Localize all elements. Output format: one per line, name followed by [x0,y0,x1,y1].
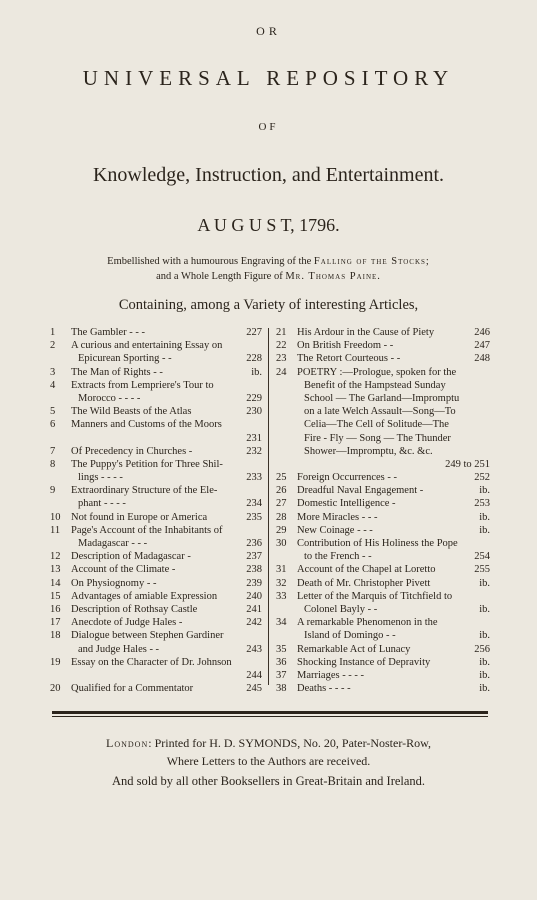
entry-page: 246 [474,327,490,338]
contents-entry [276,682,490,695]
contents-entry [276,326,490,339]
entry-page: 228 [246,353,262,365]
letters-line: Where Letters to the Authors are received. [166,754,371,768]
contents-entry [276,524,490,537]
contents-entry [50,339,262,352]
entry-title: Page's Account of the Inhabitants of [71,524,223,536]
entry-title: Celia—The Cell of Solitude—The [304,419,449,431]
entry-number: 28 [276,511,287,523]
entry-page: ib. [251,366,262,378]
entry-page: 234 [246,498,262,510]
entry-number: 35 [276,643,287,655]
entry-title: Morocco - - - - [78,392,141,404]
entry-title: Shocking Instance of Depravity [297,656,431,668]
entry-number: 16 [50,603,61,615]
embellish-line2-text: and a Whole Length Figure of [156,271,286,282]
contents-entry [276,405,490,418]
entry-page: 255 [474,564,490,576]
entry-number: 25 [276,472,287,484]
entry-title: Colonel Bayly - - [304,603,378,615]
entry-number: 19 [50,656,61,668]
entry-title: Domestic Intelligence - [297,498,396,510]
entry-number: 27 [276,498,287,510]
entry-page: 256 [474,643,490,655]
entry-page: 237 [246,551,262,563]
entry-title: More Miracles - - - [297,511,378,523]
sellers-line: And sold by all other Booksellers in Great-Britain and Ireland. [111,774,426,788]
contents-entry [276,497,490,510]
contents-entry [50,537,262,550]
entry-page: 235 [246,511,262,523]
embellish-line2-caps: Mr. Thomas Paine. [285,271,381,282]
contents-entry [276,550,490,563]
entry-number: 2 [50,340,56,352]
entry-page: ib. [479,485,490,497]
entry-title: Foreign Occurrences - - [297,472,397,484]
contents-entry [50,326,262,339]
entry-page: ib. [479,656,490,668]
contents-entry [276,563,490,576]
entry-number: 12 [50,551,61,563]
contents-entry [276,603,490,616]
entry-number: 34 [276,617,287,629]
entry-page: 229 [246,392,262,404]
entry-title: Island of Domingo - - [304,630,396,642]
entry-number: 20 [50,683,61,695]
embellish-line1-caps: Falling of the Stocks; [313,256,430,267]
entry-number: 30 [276,538,287,549]
entry-page: ib. [479,577,490,589]
contents-entry [276,577,490,590]
contents-entry [276,471,490,484]
entry-page: ib. [479,669,490,681]
contents-entry [276,392,490,405]
entry-title: On British Freedom - - [297,340,394,352]
entry-page: 238 [246,564,262,576]
entry-title: Madagascar - - - [78,538,148,549]
entry-title: The Man of Rights - - [71,366,163,378]
entry-number: 36 [276,656,287,668]
entry-number: 13 [50,564,61,576]
entry-title: The Puppy's Petition for Three Shil- [71,458,223,470]
entry-number: 33 [276,590,287,602]
entry-number: 32 [276,577,287,589]
imprint-city: London [106,736,149,750]
entry-page: 247 [474,340,490,352]
contents-entry [50,379,262,392]
entry-number: 4 [50,379,56,391]
entry-page: 240 [246,590,262,602]
contents-entry [50,643,262,656]
embellishment-note [40,254,497,284]
entry-page: 243 [246,643,262,655]
entry-title: lings - - - - [78,472,123,484]
contents-entry [50,497,262,510]
contents-entry [50,669,262,682]
entry-title: New Coinage - - - [297,524,373,536]
entry-title: Epicurean Sporting - - [78,353,172,365]
contents-entry [50,458,262,471]
entry-page: 227 [246,327,262,338]
contents-entry [50,629,262,642]
entry-title: Dialogue between Stephen Gardiner [71,630,224,642]
entry-title: POETRY :—Prologue, spoken for the [297,366,457,378]
contents-entry [276,656,490,669]
embellish-line1-text: Embellished with a humourous Engraving of the [107,256,314,267]
contents-entry [50,524,262,537]
entry-title: Essay on the Character of Dr. Johnson [71,656,232,668]
entry-page: 252 [474,472,490,484]
entry-page: ib. [479,511,490,523]
contents-entry [50,616,262,629]
entry-page: 249 to 251 [445,458,490,470]
entry-number: 7 [50,445,56,457]
entry-title: The Gambler - - - [71,327,146,338]
entry-title: Marriages - - - - [297,669,365,681]
contents-heading: Containing, among a Variety of interesting Articles, [118,297,419,313]
contents-entry [50,352,262,365]
contents-entry [276,352,490,365]
entry-page: 254 [474,551,490,563]
contents-entry [276,379,490,392]
entry-number: 26 [276,485,287,497]
entry-number: 29 [276,524,287,536]
entry-title: Description of Rothsay Castle [71,603,198,615]
entry-title: Shower—Impromptu, &c. &c. [304,445,433,457]
entry-number: 6 [50,419,56,431]
contents-entry [50,366,262,379]
contents-entry [50,445,262,458]
entry-title: Letter of the Marquis of Titchfield to [297,590,453,602]
entry-page: 245 [246,683,262,695]
subtitle: Knowledge, Instruction, and Entertainment. [92,164,444,186]
entry-page: ib. [479,683,490,695]
entry-number: 31 [276,564,287,576]
entry-number: 24 [276,366,287,378]
imprint-line [0,736,537,751]
contents-entry [276,432,490,445]
entry-title: Extraordinary Structure of the Ele- [71,485,218,497]
entry-page: ib. [479,524,490,536]
footer-rule-thin [52,716,488,717]
entry-number: 1 [50,327,56,338]
entry-title: Manners and Customs of the Moors [71,419,222,431]
contents-entry [50,471,262,484]
entry-number: 10 [50,511,61,523]
entry-page: 248 [474,353,490,365]
footer-rule-thick [52,711,488,714]
contents-entry [50,550,262,563]
entry-number: 37 [276,669,287,681]
contents-entry [276,366,490,379]
entry-number: 3 [50,366,56,378]
column-divider [268,328,269,685]
entry-title: Remarkable Act of Lunacy [297,643,411,655]
entry-title: A remarkable Phenomenon in the [297,617,438,629]
entry-number: 17 [50,617,61,629]
contents-entry [50,392,262,405]
entry-title: Deaths - - - - [297,683,351,695]
contents-entry [276,537,490,550]
repository-title: UNIVERSAL REPOSITORY [82,66,455,90]
entry-page: 244 [246,669,262,681]
contents-entry [276,511,490,524]
entry-number: 23 [276,353,287,365]
contents-entry [276,669,490,682]
entry-number: 9 [50,485,56,497]
entry-title: and Judge Hales - - [78,643,160,655]
contents-entry [276,590,490,603]
contents-entry [50,405,262,418]
issue-date: A U G U S T, 1796. [197,215,340,235]
entry-page: 230 [246,406,262,418]
contents-entry [276,458,490,471]
entry-number: 38 [276,683,287,695]
entry-page: 236 [246,538,262,549]
entry-title: A curious and entertaining Essay on [71,340,223,352]
entry-title: Account of the Climate - [71,564,176,576]
entry-title: The Wild Beasts of the Atlas [71,406,192,418]
contents-entry [276,629,490,642]
entry-title: Anecdote of Judge Hales - [71,617,183,629]
or-heading: OR [256,24,281,38]
contents-entry [276,643,490,656]
contents-entry [50,511,262,524]
contents-entry [276,418,490,431]
contents-entry [276,445,490,458]
imprint-printer: : Printed for H. D. SYMONDS, No. 20, Pater-Noster-Row, [148,736,431,750]
entry-page: ib. [479,603,490,615]
contents-entry [50,682,262,695]
contents-right-column [276,326,490,695]
entry-title: Description of Madagascar - [71,551,191,563]
entry-page: 239 [246,577,262,589]
entry-title: Fire - Fly — Song — The Thunder [304,432,451,444]
entry-title: Death of Mr. Christopher Pivett [297,577,431,589]
entry-title: Contribution of His Holiness the Pope [297,538,458,549]
entry-title: The Retort Courteous - - [297,353,401,365]
contents-entry [276,484,490,497]
entry-title: phant - - - - [78,498,126,510]
entry-page: 231 [246,432,262,444]
entry-title: on a late Welch Assault—Song—To [304,406,456,418]
entry-title: School — The Garland—Impromptu [304,392,460,404]
contents-entry [276,616,490,629]
contents-entry [50,590,262,603]
entry-number: 22 [276,340,287,352]
of-heading: OF [258,121,279,133]
entry-number: 11 [50,524,61,536]
entry-number: 15 [50,590,61,602]
entry-title: Advantages of amiable Expression [71,590,218,602]
entry-title: to the French - - [304,551,372,563]
entry-title: Benefit of the Hampstead Sunday [304,379,446,391]
entry-page: 253 [474,498,490,510]
entry-page: 232 [246,445,262,457]
entry-title: Extracts from Lempriere's Tour to [71,379,214,391]
entry-page: 233 [246,472,262,484]
entry-title: Account of the Chapel at Loretto [297,564,436,576]
entry-number: 18 [50,630,61,642]
contents-entry [50,577,262,590]
contents-entry [276,339,490,352]
entry-title: On Physiognomy - - [71,577,157,589]
entry-title: Qualified for a Commentator [71,683,194,695]
entry-title: His Ardour in the Cause of Piety [297,327,435,338]
contents-entry [50,432,262,445]
contents-entry [50,563,262,576]
contents-left-column [50,326,262,695]
contents-entry [50,656,262,669]
entry-number: 14 [50,577,61,589]
entry-page: ib. [479,630,490,642]
entry-number: 21 [276,327,287,338]
entry-title: Not found in Europe or America [71,511,208,523]
entry-number: 8 [50,458,56,470]
contents-entry [50,418,262,431]
entry-title: Dreadful Naval Engagement - [297,485,424,497]
entry-title: Of Precedency in Churches - [71,445,193,457]
entry-page: 241 [246,603,262,615]
entry-number: 5 [50,406,56,418]
entry-page: 242 [246,617,262,629]
contents-entry [50,484,262,497]
contents-entry [50,603,262,616]
